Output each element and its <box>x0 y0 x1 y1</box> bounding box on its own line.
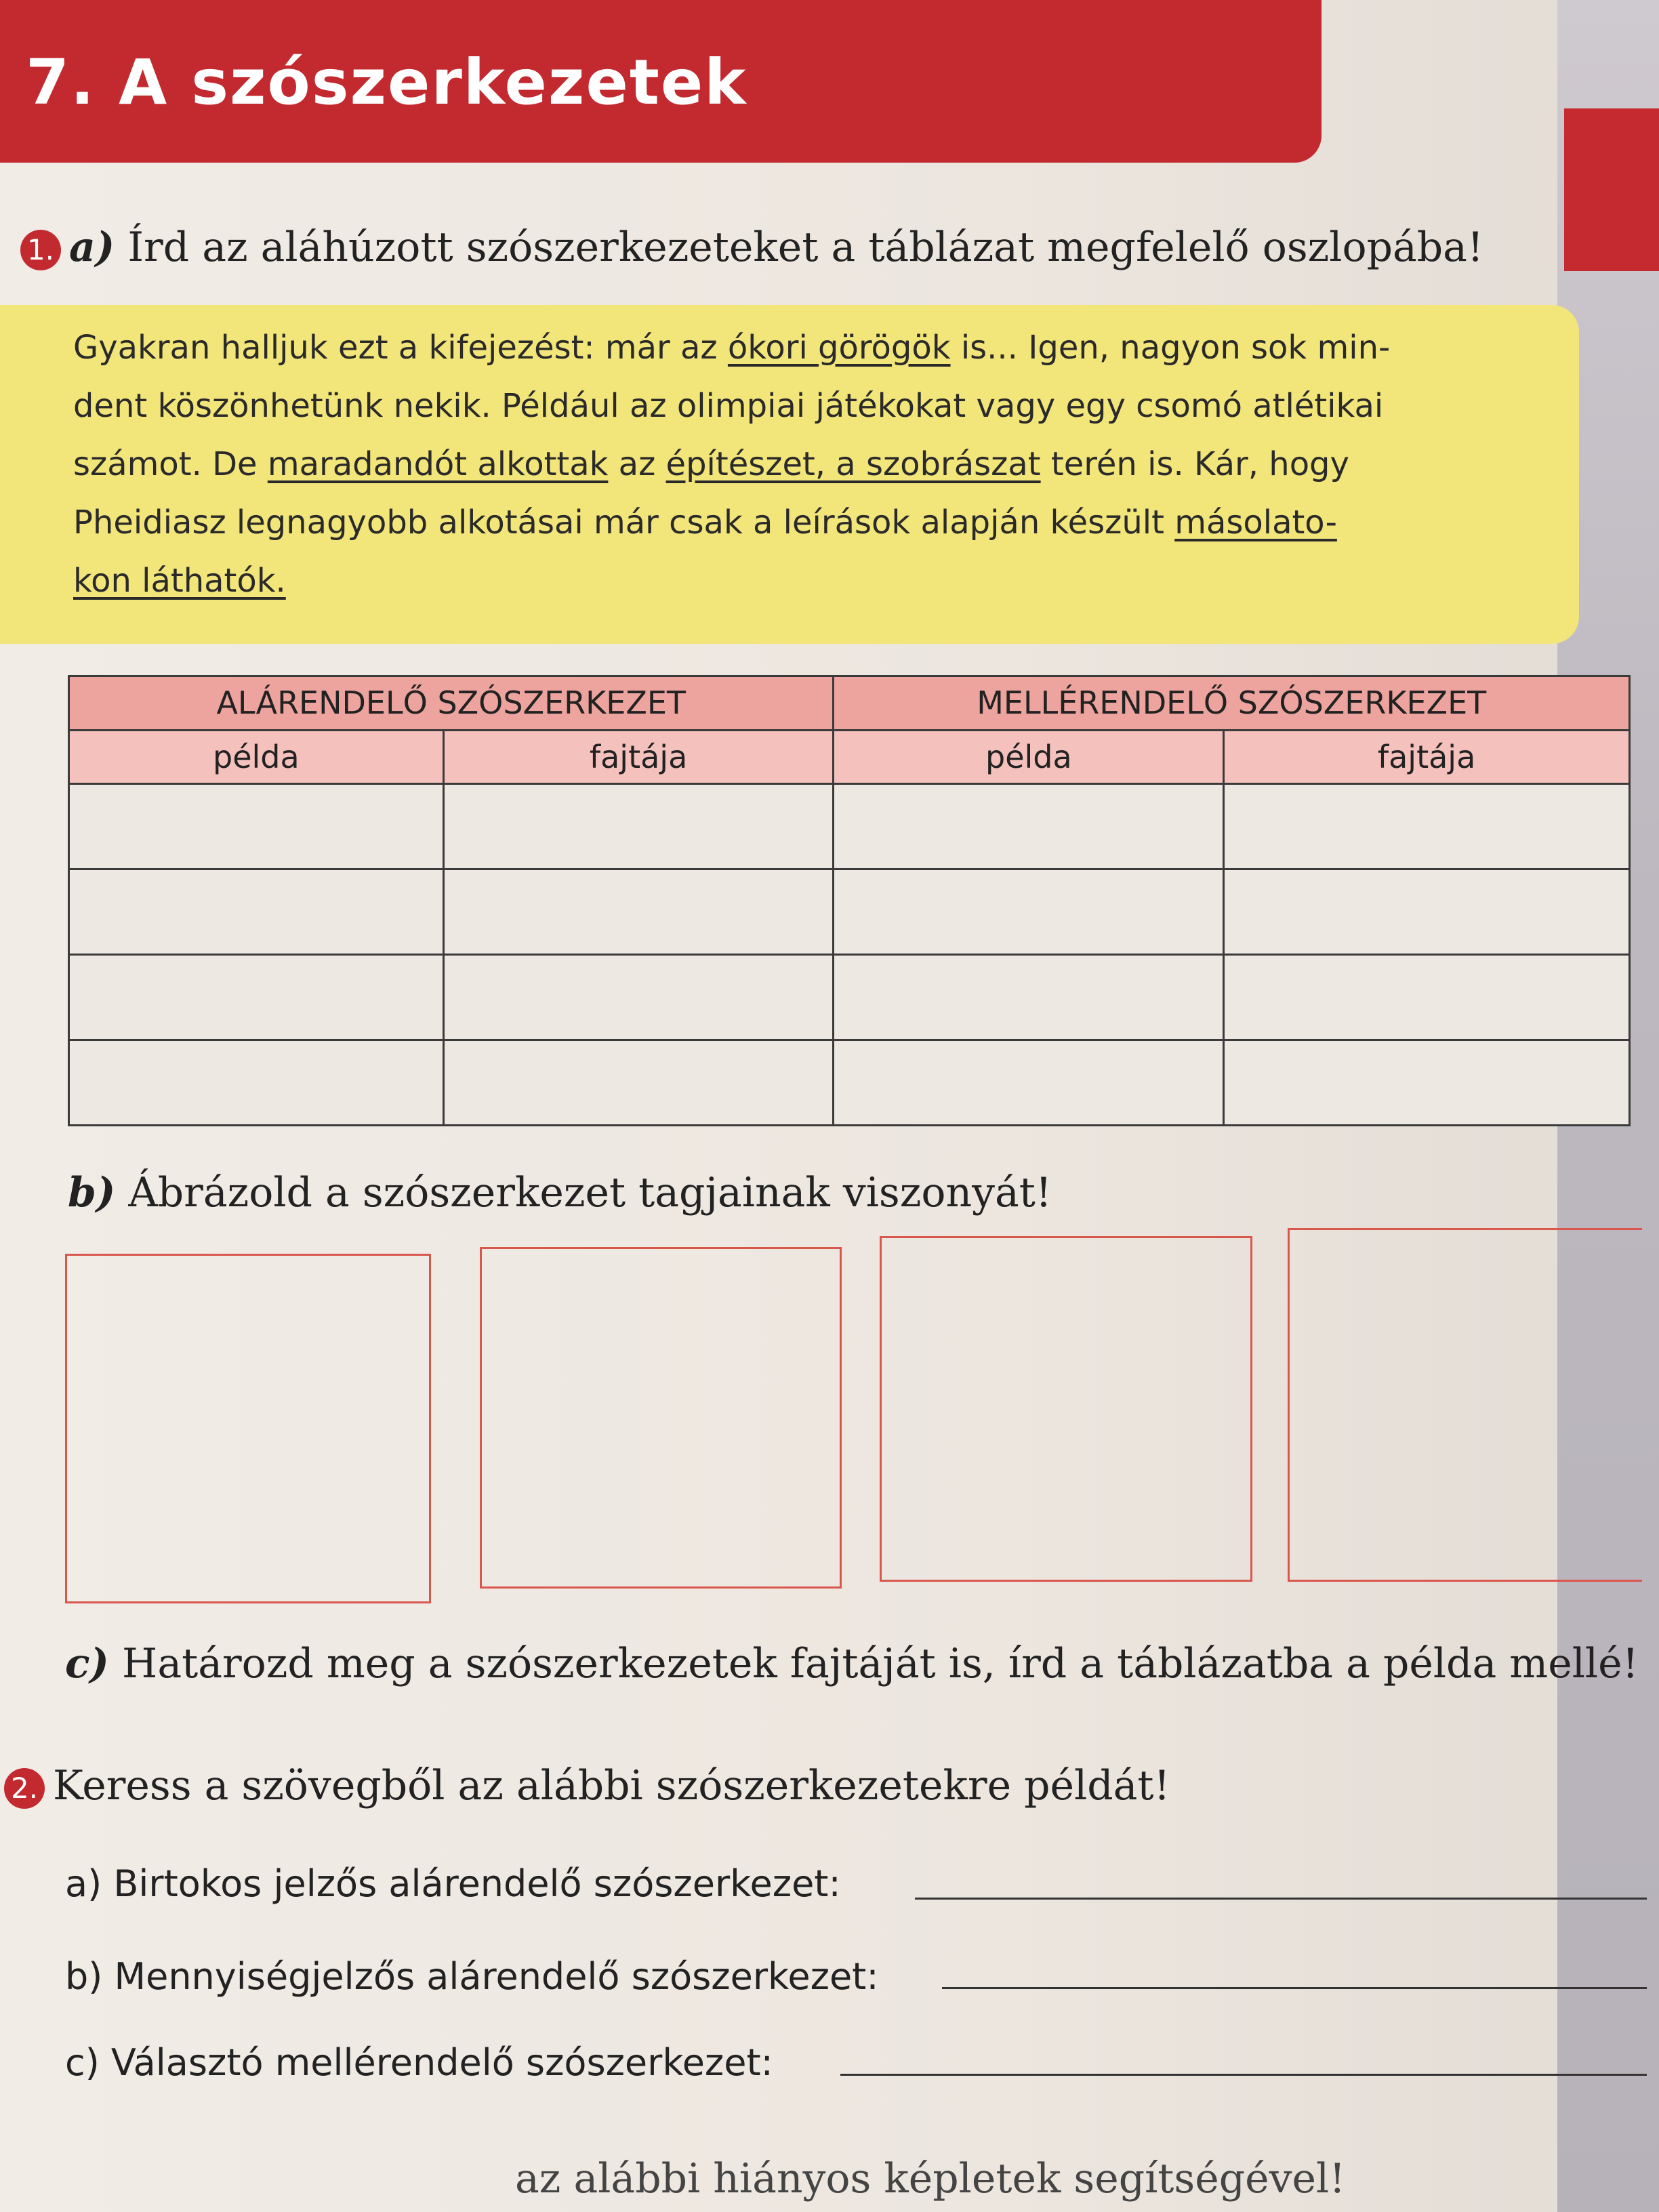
table-cell[interactable] <box>69 784 444 869</box>
table-cell[interactable] <box>443 1040 834 1126</box>
table-cell[interactable] <box>1224 1040 1630 1126</box>
underlined-phrase-1: ókori görögök <box>727 329 951 367</box>
task1-b-letter: b) <box>68 1169 116 1216</box>
table-column-header-row <box>69 730 1630 784</box>
task2-item-a: a) Birtokos jelzős alárendelő szószerkezet: <box>65 1862 841 1905</box>
passage-line-2: dent köszönhetünk nekik. Például az olimpiai játékokat vagy egy csomó atlétikai <box>73 387 1384 425</box>
task2-instruction <box>4 1762 1170 1809</box>
task2-text: Keress a szövegből az alábbi szószerkezetekre példát! <box>53 1762 1170 1809</box>
task2-item-b: b) Mennyiségjelzős alárendelő szószerkezet: <box>65 1955 879 1998</box>
drawing-box-2[interactable] <box>480 1247 842 1589</box>
table-cell[interactable] <box>834 784 1224 869</box>
col-fajtaja-1: fajtája <box>443 730 834 784</box>
table-row <box>69 955 1630 1040</box>
task1-b-instruction <box>68 1169 1052 1216</box>
task1-instruction <box>20 224 1483 271</box>
col-pelda-1: példa <box>69 730 444 784</box>
underlined-phrase-4b: kon láthatók. <box>73 562 286 600</box>
chapter-tab <box>1564 108 1659 271</box>
drawing-box-4[interactable] <box>1288 1228 1642 1582</box>
task1-c-text: Határozd meg a szószerkezetek fajtáját is, írd a táblázatba a példa mellé! <box>122 1640 1639 1687</box>
title-bar <box>0 0 1322 163</box>
task3-partial-instruction: az alábbi hiányos képletek segítségével! <box>515 2155 1346 2203</box>
task1-c-letter: c) <box>65 1640 109 1687</box>
table-row <box>69 869 1630 955</box>
table-cell[interactable] <box>443 869 834 955</box>
passage-text <box>73 319 1530 610</box>
answer-line-c[interactable] <box>840 2074 1647 2076</box>
table-cell[interactable] <box>69 869 444 955</box>
task1-b-text: Ábrázold a szószerkezet tagjainak viszonyát! <box>128 1169 1052 1216</box>
passage-line-3: számot. De maradandót alkottak az építészet, a szobrászat terén is. Kár, hogy <box>73 445 1349 483</box>
passage-line-1: Gyakran halljuk ezt a kifejezést: már az ókori görögök is... Igen, nagyon sok min- <box>73 329 1391 367</box>
header-alarendelo: ALÁRENDELŐ SZÓSZERKEZET <box>69 676 834 731</box>
table-cell[interactable] <box>1224 869 1630 955</box>
drawing-box-3[interactable] <box>880 1236 1252 1582</box>
table-row <box>69 784 1630 869</box>
task2-item-c: c) Választó mellérendelő szószerkezet: <box>65 2041 773 2084</box>
drawing-box-1[interactable] <box>65 1254 431 1603</box>
task1-a-text: Írd az aláhúzott szószerkezeteket a táblázat megfelelő oszlopába! <box>127 224 1484 271</box>
table-cell[interactable] <box>69 955 444 1040</box>
task1-number-badge: 1. <box>20 230 61 270</box>
task1-a-letter: a) <box>69 224 115 271</box>
table-cell[interactable] <box>69 1040 444 1126</box>
table-cell[interactable] <box>443 955 834 1040</box>
task2-number-badge: 2. <box>4 1768 45 1809</box>
col-pelda-2: példa <box>834 730 1224 784</box>
table-group-header-row <box>69 676 1630 731</box>
underlined-phrase-2: maradandót alkottak <box>267 445 609 483</box>
col-fajtaja-2: fajtája <box>1224 730 1630 784</box>
table-cell[interactable] <box>834 955 1224 1040</box>
answer-line-a[interactable] <box>915 1898 1647 1900</box>
passage-line-4: Pheidiasz legnagyobb alkotásai már csak a leírások alapján készült másolato- <box>73 504 1337 541</box>
answer-line-b[interactable] <box>942 1987 1647 1989</box>
table-cell[interactable] <box>834 869 1224 955</box>
header-mellerendelo: MELLÉRENDELŐ SZÓSZERKEZET <box>834 676 1630 731</box>
passage-line-5 <box>73 552 1530 610</box>
task1-c-instruction <box>65 1640 1639 1687</box>
table-cell[interactable] <box>1224 784 1630 869</box>
table-cell[interactable] <box>1224 955 1630 1040</box>
table-row <box>69 1040 1630 1126</box>
page-title: 7. A szószerkezetek <box>26 46 747 119</box>
underlined-phrase-4a: másolato- <box>1174 504 1337 541</box>
table-cell[interactable] <box>443 784 834 869</box>
classification-table <box>68 675 1631 1126</box>
underlined-phrase-3: építészet, a szobrászat <box>665 445 1041 483</box>
table-cell[interactable] <box>834 1040 1224 1126</box>
